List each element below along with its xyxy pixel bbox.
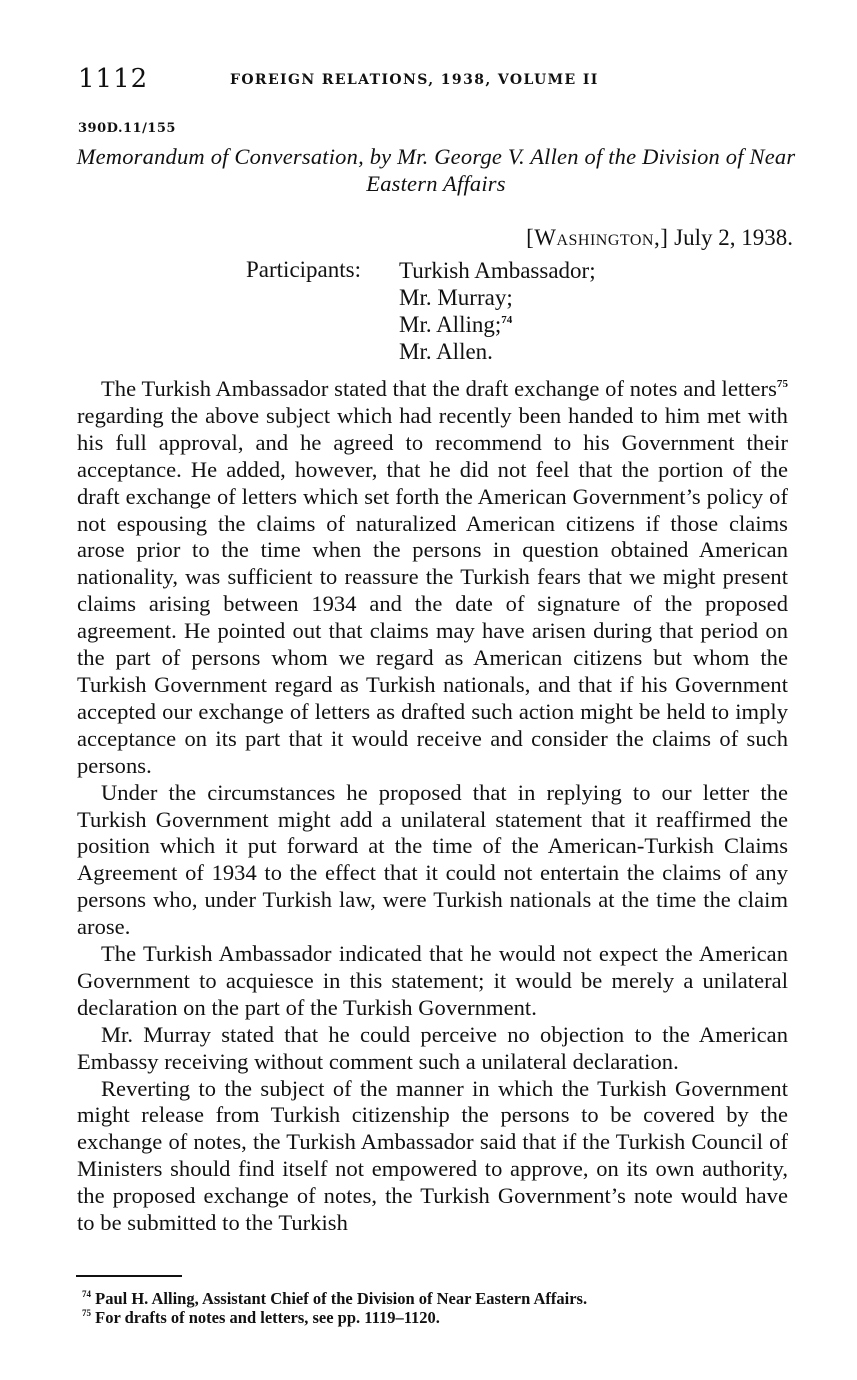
paragraph: Mr. Murray stated that he could perceive no objection to the American Embassy receiving without comment such a unilateral declaration. <box>77 1021 788 1074</box>
footnotes <box>82 1289 802 1327</box>
footnote-divider <box>76 1275 182 1277</box>
participant-item: Turkish Ambassador; <box>399 258 596 283</box>
paragraph: Reverting to the subject of the manner in which the Turkish Government might release from Turkish citizenship the persons to be covered by the exchange of notes, the Turkish Ambassador said that if the Turkish Council of Ministers should find itself not empowered to approve, on its own authority, the proposed exchange of notes, the Turkish Government’s note would have to be submitted to the Turkish <box>77 1075 788 1236</box>
running-head: FOREIGN RELATIONS, 1938, VOLUME II <box>230 72 599 88</box>
footnote-ref: 74 <box>501 314 513 326</box>
paragraph-text: The Turkish Ambassador stated that the draft exchange of notes and letters <box>101 376 777 401</box>
file-number: 390D.11/155 <box>78 121 176 136</box>
memorandum-body <box>77 376 788 1237</box>
footnote-marker: 75 <box>82 1308 91 1318</box>
page-number: 1112 <box>78 64 149 94</box>
participant-item <box>399 311 596 338</box>
participants-label: Participants: <box>246 257 361 282</box>
participants-list <box>399 257 596 365</box>
page-header <box>78 64 787 98</box>
paragraph <box>77 376 788 780</box>
dateline <box>526 225 793 251</box>
footnote-ref: 75 <box>776 378 788 390</box>
footnote-text: Paul H. Alling, Assistant Chief of the Division of Near Eastern Affairs. <box>95 1289 588 1308</box>
dateline-place: [Washington,] <box>526 225 669 250</box>
paragraph-text: regarding the above subject which had recently been handed to him met with his full approval, and he agreed to recommend to his Government their acceptance. He added, however, that he did not feel that the portion of the draft exchange of letters which set forth the American Government’s policy of not espousing the claims of naturalized American citizens if those claims arose prior to the time when the persons in question obtained American nationality, was sufficient to reassure the Turkish fears that we might present claims arising between 1934 and the date of signature of the proposed agreement. He pointed out that claims may have arisen during that period on the part of persons whom we regard as American citizens but whom the Turkish Government regard as Turkish nationals, and that if his Government accepted our exchange of letters as drafted such action might be held to imply acceptance on its part that it would receive and consider the claims of such persons. <box>77 402 788 778</box>
participant-name: Mr. Alling; <box>399 312 502 337</box>
dateline-date: July 2, 1938. <box>674 225 793 250</box>
paragraph: Under the circumstances he proposed that in replying to our letter the Turkish Government might add a unilateral statement that it reaffirmed the position which it put forward at the time of the American-Turkish Claims Agreement of 1934 to the effect that it could not entertain the claims of any persons who, under Turkish law, were Turkish nationals at the time the claim arose. <box>77 779 788 940</box>
participant-item: Mr. Allen. <box>399 339 493 364</box>
footnote <box>82 1308 802 1327</box>
participant-item: Mr. Murray; <box>399 285 513 310</box>
paragraph: The Turkish Ambassador indicated that he would not expect the American Government to acquiesce in this statement; it would be merely a unilateral declaration on the part of the Turkish Government. <box>77 941 788 1020</box>
footnote <box>82 1289 802 1308</box>
footnote-text: For drafts of notes and letters, see pp. 1119–1120. <box>95 1308 440 1327</box>
footnote-marker: 74 <box>82 1289 91 1299</box>
document-title: Memorandum of Conversation, by Mr. George V. Allen of the Division of Near Eastern Affairs <box>76 144 796 196</box>
